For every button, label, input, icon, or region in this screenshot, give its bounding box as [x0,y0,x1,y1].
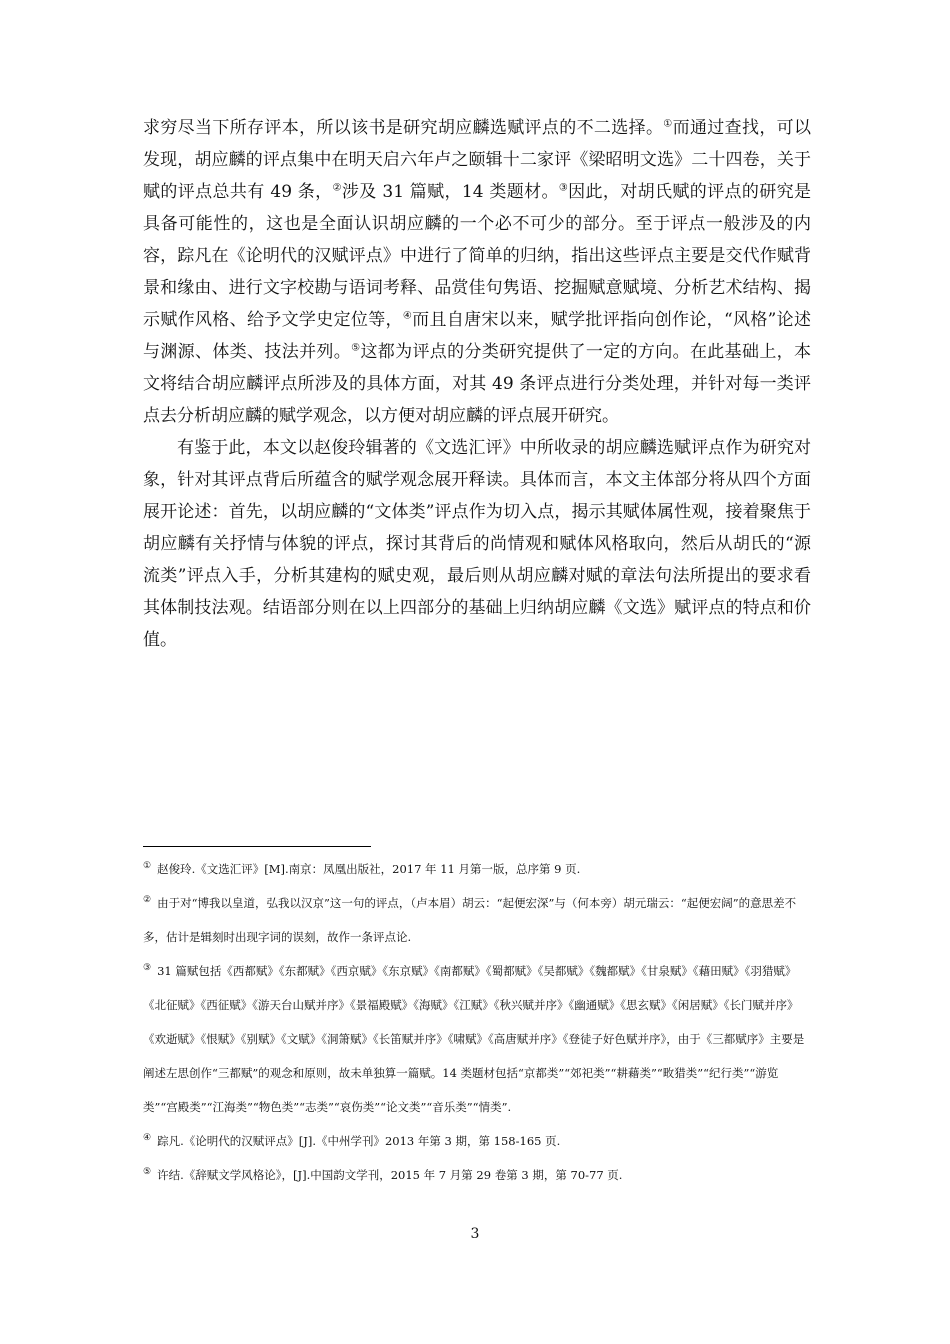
footnote-text: 许结.《辞赋文学风格论》，[J].中国韵文学刊，2015 年 7 月第 29 卷第 3 期，第 70-77 页. [157,1168,623,1182]
footnote-marker: ③ [143,963,152,974]
footnote-item [143,1158,811,1192]
paragraph-text: 因此，对胡氏赋的评点的研究是具备可能性的，这也是全面认识胡应麟的一个必不可少的部分。至于评点一般涉及的内容，踪凡在《论明代的汉赋评点》中进行了简单的归纳，指出这些评点主要是交代作赋背景和缘由、进行文字校勘与语词考释、品赏佳句隽语、挖掘赋意赋境、分析艺术结构、揭示赋作风格、给予文学史定位等， [143,182,811,330]
footnote-reference[interactable]: ⑤ [351,342,361,354]
footnote-reference[interactable]: ① [663,118,673,130]
paragraph-text: 这都为评点的分类研究提供了一定的方向。在此基础上，本文将结合胡应麟评点所涉及的具体方面，对其 49 条评点进行分类处理，并针对每一类评点去分析胡应麟的赋学观念，以方便对胡应麟的评点展开研究。 [143,342,812,426]
footnote-item [143,852,811,886]
footnote-text: 31 篇赋包括《西都赋》《东都赋》《西京赋》《东京赋》《南都赋》《蜀都赋》《吴都赋》《魏都赋》《甘泉赋》《藉田赋》《羽猎赋》《北征赋》《西征赋》《游天台山赋并序》《景福殿赋》《海赋》《江赋》《秋兴赋并序》《幽通赋》《思玄赋》《闲居赋》《长门赋并序》《欢逝赋》《恨赋》《别赋》《文赋》《洞箫赋》《长笛赋并序》《啸赋》《高唐赋并序》《登徒子好色赋并序》，由于《三都赋序》主要是阐述左思创作“三都赋”的观念和原则，故未单独算一篇赋。14 类题材包括“京都类”“郊祀类”“耕藉类”“畋猎类”“纪行类”“游览类”“宫殿类”“江海类”“物色类”“志类”“哀伤类”“论文类”“音乐类”“情类”. [143,964,805,1114]
footnote-marker: ② [143,895,152,906]
footnote-marker: ① [143,861,152,872]
footnotes-section [143,852,811,1192]
footnote-reference[interactable]: ④ [402,310,413,322]
footnote-item [143,1124,811,1158]
footnote-marker: ④ [143,1133,152,1144]
footnote-reference[interactable]: ③ [558,182,569,194]
paragraph-text: 有鉴于此，本文以赵俊玲辑著的《文选汇评》中所收录的胡应麟选赋评点作为研究对象，针对其评点背后所蕴含的赋学观念展开释读。具体而言，本文主体部分将从四个方面展开论述：首先，以胡应麟的“文体类”评点作为切入点，揭示其赋体属性观，接着聚焦于胡应麟有关抒情与体貌的评点，探讨其背后的尚情观和赋体风格取向，然后从胡氏的“源流类”评点入手，分析其建构的赋史观，最后则从胡应麟对赋的章法句法所提出的要求看其体制技法观。结语部分则在以上四部分的基础上归纳胡应麟《文选》赋评点的特点和价值。 [143,438,811,650]
footnote-reference[interactable]: ② [332,182,342,194]
paragraph-text: 涉及 31 篇赋，14 类题材。 [341,182,559,202]
body-paragraph [143,432,811,656]
main-body-text [143,112,811,656]
paragraph-text: 而通过查找，可以发现，胡应麟的评点集中在明天启六年卢之颐辑十二家评《梁昭明文选》二十四卷，关于赋的评点总共有 49 条， [143,118,812,202]
page-number: 3 [470,1226,480,1242]
footnote-marker: ⑤ [143,1167,152,1178]
body-paragraph [143,112,811,432]
footnote-item [143,954,811,1124]
paragraph-text: 求穷尽当下所存评本，所以该书是研究胡应麟选赋评点的不二选择。 [143,118,664,138]
footnote-text: 赵俊玲.《文选汇评》[M].南京：凤凰出版社，2017 年 11 月第一版，总序第 9 页. [157,862,581,876]
footnote-separator [143,846,371,847]
footnote-text: 踪凡.《论明代的汉赋评点》[J].《中州学刊》2013 年第 3 期，第 158-165 页. [157,1134,561,1148]
footnote-item [143,886,811,954]
paragraph-text: 而且自唐宋以来，赋学批评指向创作论，“风格”论述与渊源、体类、技法并列。 [143,310,812,362]
footnote-text: 由于对“博我以皇道，弘我以汉京”这一句的评点，（卢本眉）胡云：“起便宏深”与（何本旁）胡元瑞云：“起便宏阔”的意思差不多，估计是辑刻时出现字词的误刻，故作一条评点论. [143,896,797,944]
